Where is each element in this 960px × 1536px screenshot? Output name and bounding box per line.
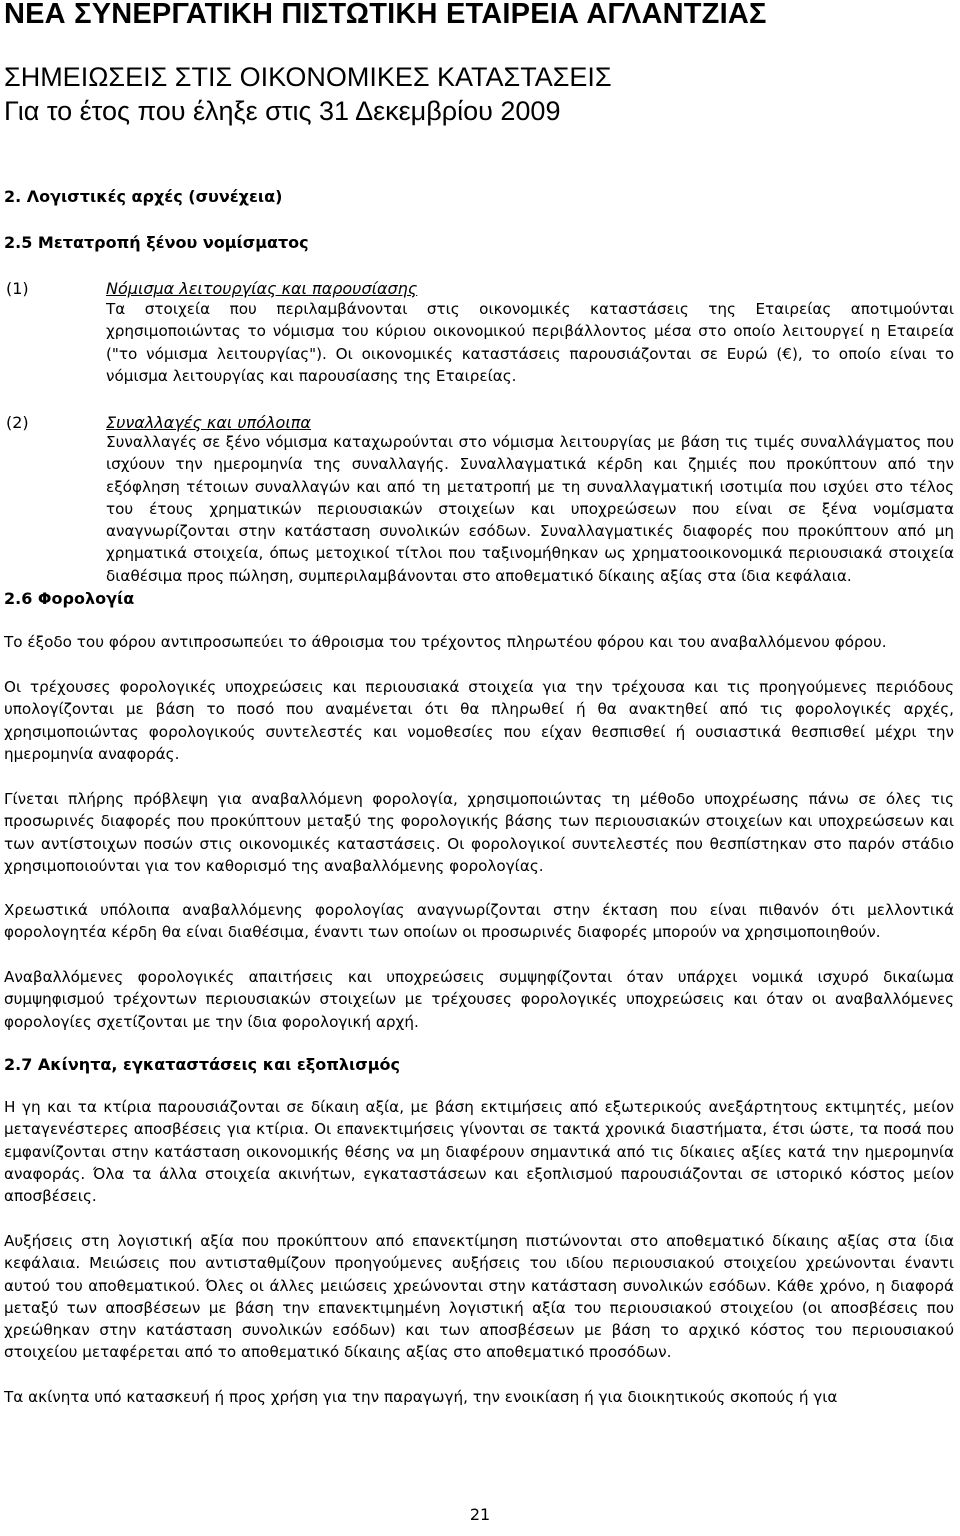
tax-paragraph-5: Αναβαλλόμενες φορολογικές απαιτήσεις και υποχρεώσεις συμψηφίζονται όταν υπάρχει νομικά ισχυρό δικαίωμα συμψηφισμού τρέχοντων περιουσιακών στοιχείων με τρέχουσες φορολογικές υποχρεώσεις και όταν οι αναβαλλόμενες φορολογίες σχετίζονται με την ίδια φορολογική αρχή. <box>4 968 954 1031</box>
item-1-number: (1) <box>6 279 29 298</box>
page-number: 21 <box>469 1505 491 1524</box>
item-2-number: (2) <box>6 413 29 432</box>
tax-paragraph-4: Χρεωστικά υπόλοιπα αναβαλλόμενης φορολογίας αναγνωρίζονται στην έκταση που είναι πιθανόν ότι μελλοντικά φορολογητέα κέρδη θα είναι διαθέσιμα, έναντι των οποίων οι προσωρινές διαφορές μπορούν να χρησιμοποιηθούν. <box>4 901 954 942</box>
property-paragraph-3: Τα ακίνητα υπό κατασκευή ή προς χρήση για την παραγωγή, την ενοικίαση ή για διοικητικούς σκοπούς ή για <box>4 1388 838 1406</box>
tax-paragraph-1: Το έξοδο του φόρου αντιπροσωπεύει το άθροισμα του τρέχοντος πληρωτέου φόρου και του αναβαλλόμενου φόρου. <box>4 633 887 651</box>
item-2-title: Συναλλαγές και υπόλοιπα <box>106 413 311 432</box>
item-1-title: Νόμισμα λειτουργίας και παρουσίασης <box>106 279 418 298</box>
document-title: ΣΗΜΕΙΩΣΕΙΣ ΣΤΙΣ ΟΙΚΟΝΟΜΙΚΕΣ ΚΑΤΑΣΤΑΣΕΙΣ <box>4 62 612 92</box>
item-2-text: Συναλλαγές σε ξένο νόμισμα καταχωρούνται στο νόμισμα λειτουργίας με βάση τις τιμές συναλλάγματος που ισχύουν την ημερομηνία της συναλλαγής. Συναλλαγματικά κέρδη και ζημιές που προκύπτουν από την εξόφληση τέτοιων συναλλαγών και από τη μετατροπή με τη συναλλαγματική ισοτιμία που ισχύει στο τέλος του έτους χρηματικών περιουσιακών στοιχείων και υποχρεώσεων που είναι σε ξένα νομίσματα αναγνωρίζονται στην κατάσταση συνολικών εσόδων. Συναλλαγματικές διαφορές που προκύπτουν από μη χρηματικά στοιχεία, όπως μετοχικοί τίτλοι που ταξινομήθηκαν ως χρηματοοικονομικά περιουσιακά στοιχεία διαθέσιμα προς πώληση, συμπεριλαμβάνονται στο αποθεματικό δίκαιης αξίας στα ίδια κεφάλαια. <box>106 433 954 585</box>
company-name: ΝΕΑ ΣΥΝΕΡΓΑΤΙΚΗ ΠΙΣΤΩΤΙΚΗ ΕΤΑΙΡΕΙΑ ΑΓΛΑΝΤΖΙΑΣ <box>4 0 767 30</box>
document-subtitle: Για το έτος που έληξε στις 31 Δεκεμβρίου 2009 <box>4 96 561 126</box>
property-paragraph-2: Αυξήσεις στη λογιστική αξία που προκύπτουν από επανεκτίμηση πιστώνονται στο αποθεματικό δίκαιης αξίας στα ίδια κεφάλαια. Μειώσεις που αντισταθμίζουν προηγούμενες αυξήσεις του ιδίου περιουσιακού στοιχείου χρεώνονται έναντι αυτού του αποθεματικού. Όλες οι άλλες μειώσεις χρεώνονται στην κατάσταση συνολικών εσόδων. Κάθε χρόνο, η διαφορά μεταξύ των αποσβέσεων με βάση την επανεκτιμημένη λογιστική αξία του περιουσιακού στοιχείου (οι αποσβέσεις που χρεώθηκαν στην κατάσταση συνολικών εσόδων) και των αποσβέσεων με βάση το αρχικό κόστος του περιουσιακού στοιχείου μεταφέρεται από το αποθεματικό δίκαιης αξίας στο αποθεματικό προσόδων. <box>4 1232 954 1362</box>
item-1-text: Τα στοιχεία που περιλαμβάνονται στις οικονομικές καταστάσεις της Εταιρείας αποτιμούνται χρησιμοποιώντας το νόμισμα του κύριου οικονομικού περιβάλλοντος μέσα στο οποίο λειτουργεί η Εταιρεία ("το νόμισμα λειτουργίας"). Οι οικονομικές καταστάσεις παρουσιάζονται σε Ευρώ (€), το οποίο είναι το νόμισμα λειτουργίας και παρουσίασης της Εταιρείας. <box>106 300 954 385</box>
section-2-heading: 2. Λογιστικές αρχές (συνέχεια) <box>4 187 283 206</box>
property-paragraph-1: Η γη και τα κτίρια παρουσιάζονται σε δίκαιη αξία, με βάση εκτιμήσεις από εξωτερικούς ανεξάρτητους εκτιμητές, μείον μεταγενέστερες αποσβέσεις για κτίρια. Οι επανεκτιμήσεις γίνονται σε τακτά χρονικά διαστήματα, έτσι ώστε, τα ποσά που εμφανίζονται στην κατάσταση οικονομικής θέσης να μη διαφέρουν σημαντικά από τις δίκαιες αξίες κατά την ημερομηνία αναφοράς. Όλα τα άλλα στοιχεία ακινήτων, εγκαταστάσεων και εξοπλισμού παρουσιάζονται σε ιστορικό κόστος μείον αποσβέσεις. <box>4 1098 954 1206</box>
section-2-6-heading: 2.6 Φορολογία <box>4 589 135 608</box>
section-2-5-heading: 2.5 Μετατροπή ξένου νομίσματος <box>4 233 309 252</box>
tax-paragraph-3: Γίνεται πλήρης πρόβλεψη για αναβαλλόμενη φορολογία, χρησιμοποιώντας τη μέθοδο υποχρέωσης πάνω σε όλες τις προσωρινές διαφορές που προκύπτουν μεταξύ της φορολογικής βάσης των περιουσιακών στοιχείων και υποχρεώσεων και των αντίστοιχων ποσών στις οικονομικές καταστάσεις. Οι φορολογικοί συντελεστές που θεσπίστηκαν στο παρόν στάδιο χρησιμοποιούνται για τον καθορισμό της αναβαλλόμενης φορολογίας. <box>4 790 954 875</box>
tax-paragraph-2: Οι τρέχουσες φορολογικές υποχρεώσεις και περιουσιακά στοιχεία για την τρέχουσα και τις προηγούμενες περιόδους υπολογίζονται με βάση το ποσό που αναμένεται ότι θα πληρωθεί ή θα ανακτηθεί από τις φορολογικές αρχές, χρησιμοποιώντας φορολογικούς συντελεστές και νομοθεσίες που είχαν θεσπισθεί ή ουσιαστικά θεσπισθεί μέχρι την ημερομηνία αναφοράς. <box>4 678 954 763</box>
section-2-7-heading: 2.7 Ακίνητα, εγκαταστάσεις και εξοπλισμός <box>4 1055 400 1074</box>
